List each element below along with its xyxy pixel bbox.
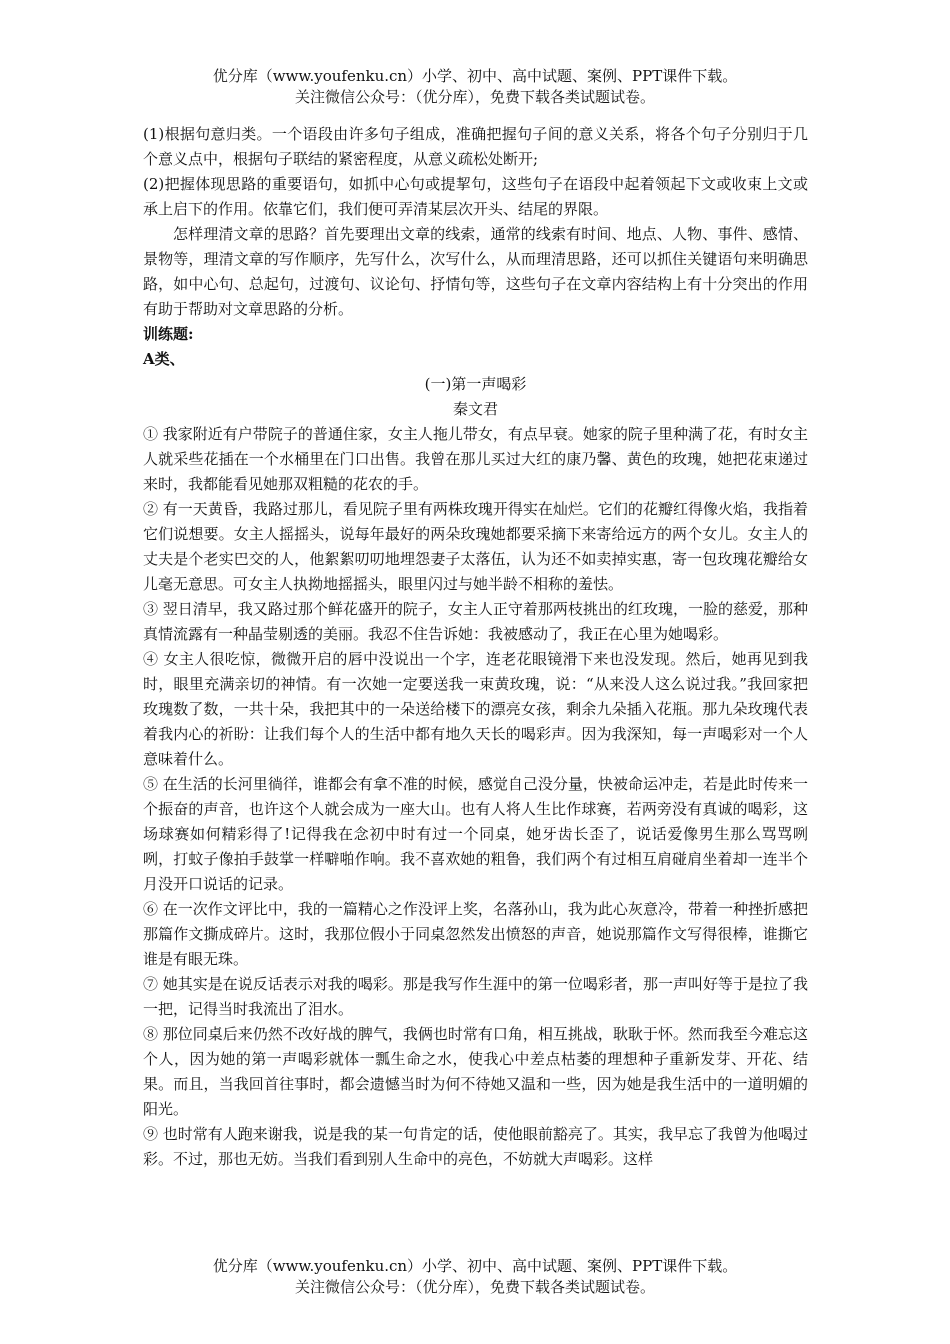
article-author: 秦文君	[452, 400, 498, 418]
article-paragraph-1: ① 我家附近有户带院子的普通住家，女主人拖儿带女，有点早衰。她家的院子里种满了花，有时女主人就采些花插在一个水桶里在门口出售。我曾在那儿买过大红的康乃馨、黄色的玫瑰，她把花束递过来时，我都能看见她那双粗糙的花农的手。	[143, 425, 808, 493]
footer-line-2: 关注微信公众号：（优分库），免费下载各类试题试卷。	[294, 1278, 655, 1296]
article-paragraph-4: ④ 女主人很吃惊，微微开启的唇中没说出一个字，连老花眼镜滑下来也没发现。然后，她再见到我时，眼里充满亲切的神情。有一次她一定要送我一束黄玫瑰，说：“从来没人这么说过我。”我回家把玫瑰数了数，一共十朵，我把其中的一朵送给楼下的漂亮女孩，剩余九朵插入花瓶。那九朵玫瑰代表着我内心的祈盼：让我们每个人的生活中都有地久天长的喝彩声。因为我深知，每一声喝彩对一个人意味着什么。	[143, 650, 808, 768]
article-title: (一)第一声喝彩	[424, 375, 527, 393]
header-line-1: 优分库（www.youfenku.cn）小学、初中、高中试题、案例、PPT课件下载。	[212, 67, 738, 85]
intro-paragraph-1: (1)根据句意归类。一个语段由许多句子组成，准确把握句子间的意义关系，将各个句子分别归于几个意义点中，根据句子联结的紧密程度，从意义疏松处断开;	[143, 125, 808, 168]
article-paragraph-2: ② 有一天黄昏，我路过那儿，看见院子里有两株玫瑰开得实在灿烂。它们的花瓣红得像火焰，我指着它们说想要。女主人摇摇头，说每年最好的两朵玫瑰她都要采摘下来寄给远方的两个女儿。女主人的丈夫是个老实巴交的人，他絮絮叨叨地埋怨妻子太落伍，认为还不如卖掉实惠，寄一包玫瑰花瓣给女儿毫无意思。可女主人执拗地摇摇头，眼里闪过与她半龄不相称的羞怯。	[143, 500, 808, 593]
page-footer	[0, 1256, 950, 1298]
training-heading: 训练题:	[143, 325, 194, 343]
page-header	[0, 66, 950, 108]
intro-paragraph-2: (2)把握体现思路的重要语句，如抓中心句或提挈句，这些句子在语段中起着领起下文或收束上文或承上启下的作用。依靠它们，我们便可弄清某层次开头、结尾的界限。	[143, 175, 808, 218]
footer-line-1: 优分库（www.youfenku.cn）小学、初中、高中试题、案例、PPT课件下载。	[212, 1257, 738, 1275]
header-line-2: 关注微信公众号：（优分库），免费下载各类试题试卷。	[294, 88, 655, 106]
article-paragraph-5: ⑤ 在生活的长河里徜徉，谁都会有拿不准的时候，感觉自己没分量，快被命运冲走，若是此时传来一个振奋的声音，也许这个人就会成为一座大山。也有人将人生比作球赛，若两旁没有真诚的喝彩，这场球赛如何精彩得了!记得我在念初中时有过一个同桌，她牙齿长歪了，说话爱像男生那么骂骂咧咧，打蚊子像拍手鼓掌一样噼啪作响。我不喜欢她的粗鲁，我们两个有过相互肩碰肩坐着却一连半个月没开口说话的记录。	[143, 775, 808, 893]
document-body	[143, 122, 808, 1172]
article-paragraph-6: ⑥ 在一次作文评比中，我的一篇精心之作没评上奖，名落孙山，我为此心灰意冷，带着一种挫折感把那篇作文撕成碎片。这时，我那位假小于同桌忽然发出愤怒的声音，她说那篇作文写得很棒，谁撕它谁是有眼无珠。	[143, 900, 808, 968]
article-paragraph-9: ⑨ 也时常有人跑来谢我，说是我的某一句肯定的话，使他眼前豁亮了。其实，我早忘了我曾为他喝过彩。不过，那也无妨。当我们看到别人生命中的亮色，不妨就大声喝彩。这样	[143, 1125, 808, 1168]
article-paragraph-8: ⑧ 那位同桌后来仍然不改好战的脾气，我俩也时常有口角，相互挑战，耿耿于怀。然而我至今难忘这个人，因为她的第一声喝彩就体一瓢生命之水，使我心中差点枯萎的理想种子重新发芽、开花、结果。而且，当我回首往事时，都会遗憾当时为何不待她又温和一些，因为她是我生活中的一道明媚的阳光。	[143, 1025, 808, 1118]
article-paragraph-3: ③ 翌日清早，我又路过那个鲜花盛开的院子，女主人正守着那两枝挑出的红玫瑰，一脸的慈爱，那种真情流露有一种晶莹剔透的美丽。我忍不住告诉她：我被感动了，我正在心里为她喝彩。	[143, 600, 808, 643]
article-paragraph-7: ⑦ 她其实是在说反话表示对我的喝彩。那是我写作生涯中的第一位喝彩者，那一声叫好等于是拉了我一把，记得当时我流出了泪水。	[143, 975, 808, 1018]
category-heading: A类、	[143, 350, 185, 368]
intro-paragraph-3: 怎样理清文章的思路？首先要理出文章的线索，通常的线索有时间、地点、人物、事件、感情、景物等，理清文章的写作顺序，先写什么，次写什么，从而理清思路，还可以抓住关键语句来明确思路，如中心句、总起句，过渡句、议论句、抒情句等，这些句子在文章内容结构上有十分突出的作用有助于帮助对文章思路的分析。	[143, 225, 808, 318]
